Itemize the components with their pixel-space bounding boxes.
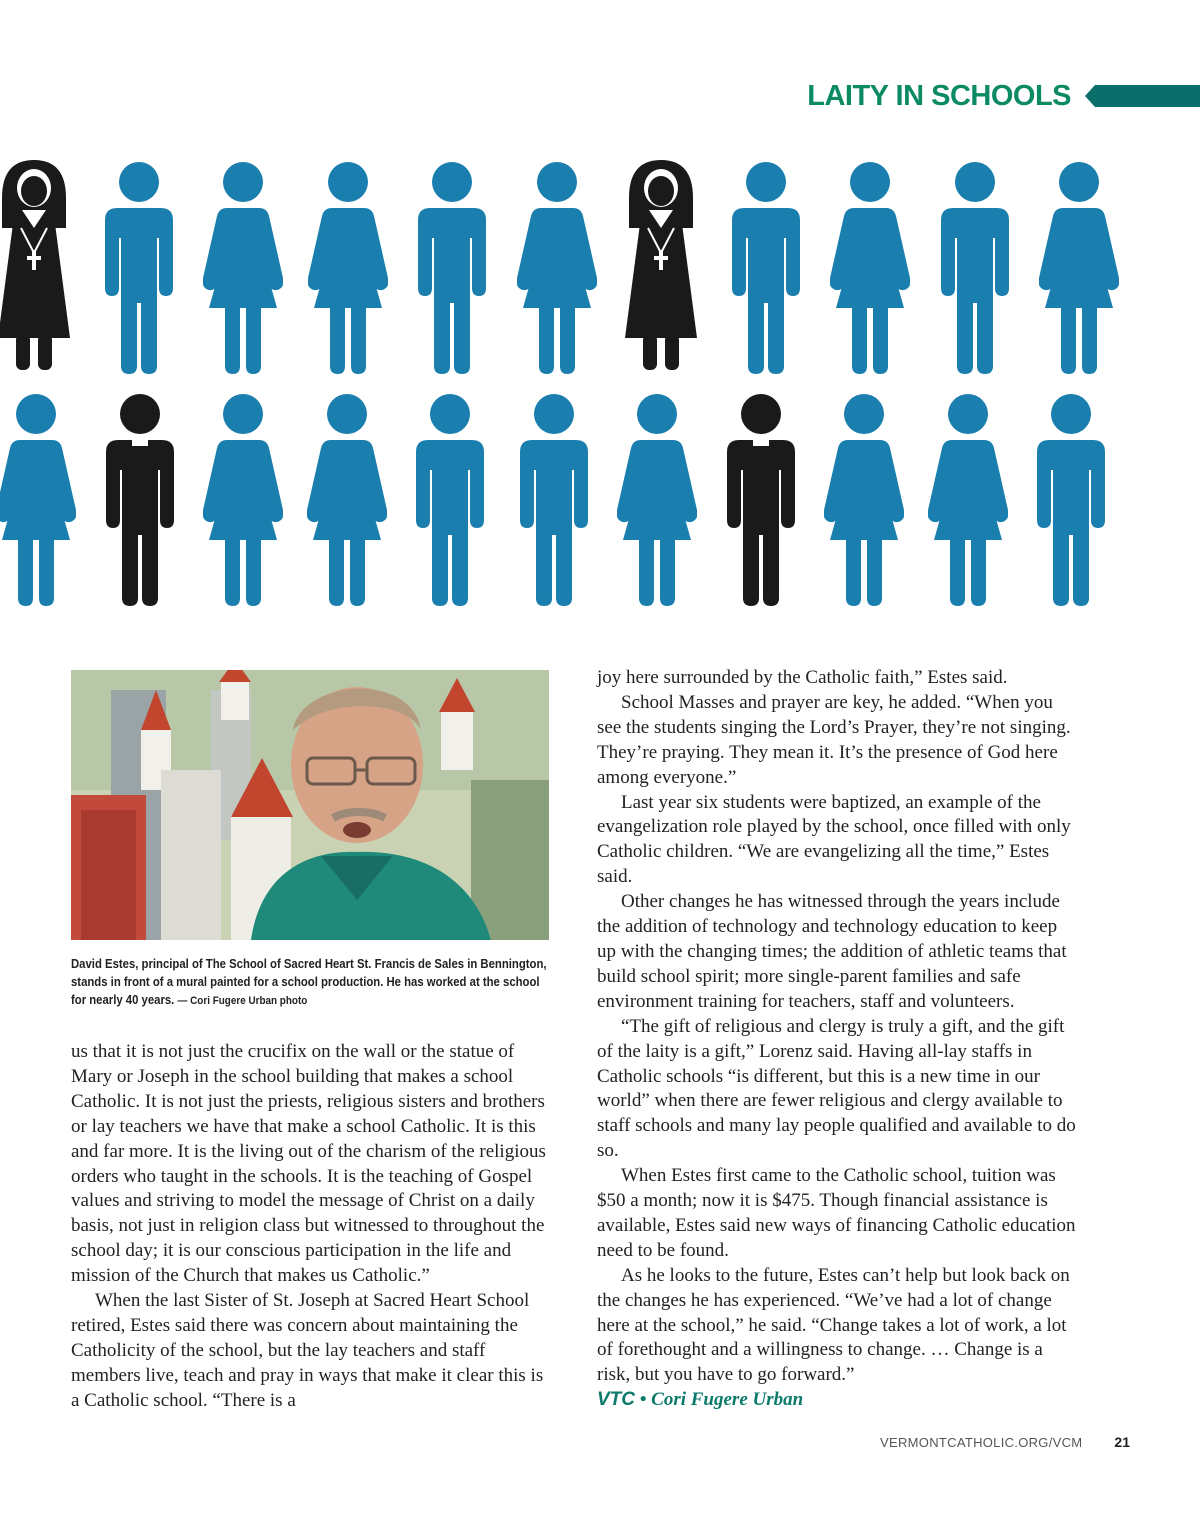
woman-figure-icon [1039, 158, 1119, 376]
section-title: LAITY IN SCHOOLS [807, 79, 1071, 112]
woman-figure-icon [517, 158, 597, 376]
woman-figure-icon [307, 390, 387, 608]
byline-author: Cori Fugere Urban [651, 1389, 804, 1411]
caption-text: David Estes, principal of The School of Sacred Heart St. Francis de Sales in Bennington, stands in front of a mural painted for a school production. He has worked at the school for nearly 40 years. [71, 957, 547, 1007]
woman-figure-icon [203, 390, 283, 608]
paragraph: When the last Sister of St. Joseph at Sacred Heart School retired, Estes said there was concern about maintaining the Catholicity of the school, but the lay teachers and staff members live, teach and pray in ways that make it clear this is a Catholic school. “There is a [71, 1290, 544, 1411]
article-column-right [597, 666, 1079, 1413]
woman-figure-icon [308, 158, 388, 376]
byline-separator: • [635, 1389, 652, 1411]
man-figure-icon [514, 390, 594, 608]
paragraph: Last year six students were baptized, an example of the evangelization role played by the school, once filled with only Catholic children. “We are evangelizing all the time,” Estes said. [597, 791, 1071, 888]
article-column-left [71, 1040, 551, 1414]
woman-figure-icon [824, 390, 904, 608]
paragraph: School Masses and prayer are key, he added. “When you see the students singing the Lord’s Prayer, they’re not singing. They’re praying. They mean it. It’s the presence of God here among everyone.” [597, 691, 1071, 788]
paragraph: When Estes first came to the Catholic school, tuition was $50 a month; now it is $475. Though financial assistance is available, Estes said new ways of financing Catholic education need to be found. [597, 1165, 1076, 1261]
footer-url: VERMONTCATHOLIC.ORG/VCM [880, 1435, 1083, 1450]
man-figure-icon [410, 390, 490, 608]
paragraph: Other changes he has witnessed through the years include the addition of technology and technology education to keep up with the changing times; the addition of athletic teams that build school spirit; more single-parent families and safe environment training for teachers, staff and volunteers. [597, 891, 1067, 1012]
byline-org: VTC [597, 1389, 635, 1411]
photo-credit: — Cori Fugere Urban photo [177, 995, 308, 1007]
page-number: 21 [1114, 1434, 1130, 1450]
paragraph: As he looks to the future, Estes can’t help but look back on the changes he has experienced. “We’ve had a lot of change here at the school,” he said. “Change takes a lot of work, a lot of forethought and a willingness to change. … Change is a risk, but you have to go forward.” [597, 1264, 1070, 1386]
page-footer [880, 1434, 1130, 1450]
principal-photo [71, 670, 549, 940]
woman-figure-icon [0, 390, 76, 608]
figure-row-1 [0, 158, 1200, 378]
byline [597, 1388, 1079, 1413]
woman-figure-icon [830, 158, 910, 376]
man-figure-icon [726, 158, 806, 376]
photo-caption [71, 955, 551, 1010]
woman-figure-icon [928, 390, 1008, 608]
sister-figure-icon [0, 158, 74, 376]
section-header [807, 78, 1200, 114]
man-figure-icon [99, 158, 179, 376]
paragraph: joy here surrounded by the Catholic faith,” Estes said. [597, 667, 1008, 688]
section-tab-marker [1085, 85, 1200, 107]
figure-row-2 [0, 390, 1200, 610]
man-figure-icon [1031, 390, 1111, 608]
paragraph: us that it is not just the crucifix on the wall or the statue of Mary or Joseph in the school building that makes a school Catholic. It is not just the priests, religious sisters and brothers or lay teachers we have that make a school Catholic. It is this and far more. It is the living out of the charism of the religious orders who taught in the schools. It is the teaching of Gospel values and striving to model the message of Christ on a daily basis, not just in religion class but witnessed to throughout the school day; it is our conscious participation in the life and mission of the Church that makes us Catholic.” [71, 1041, 546, 1287]
paragraph: “The gift of religious and clergy is truly a gift, and the gift of the laity is a gift,” Lorenz said. Having all-lay staffs in Catholic schools “is different, but this is a new time in our world” when there are fewer religious and clergy available to staff schools and many lay people qualified and available to do so. [597, 1015, 1076, 1162]
priest-figure-icon [721, 390, 801, 608]
man-figure-icon [935, 158, 1015, 376]
sister-figure-icon [621, 158, 701, 376]
woman-figure-icon [203, 158, 283, 376]
priest-figure-icon [100, 390, 180, 608]
woman-figure-icon [617, 390, 697, 608]
man-figure-icon [412, 158, 492, 376]
